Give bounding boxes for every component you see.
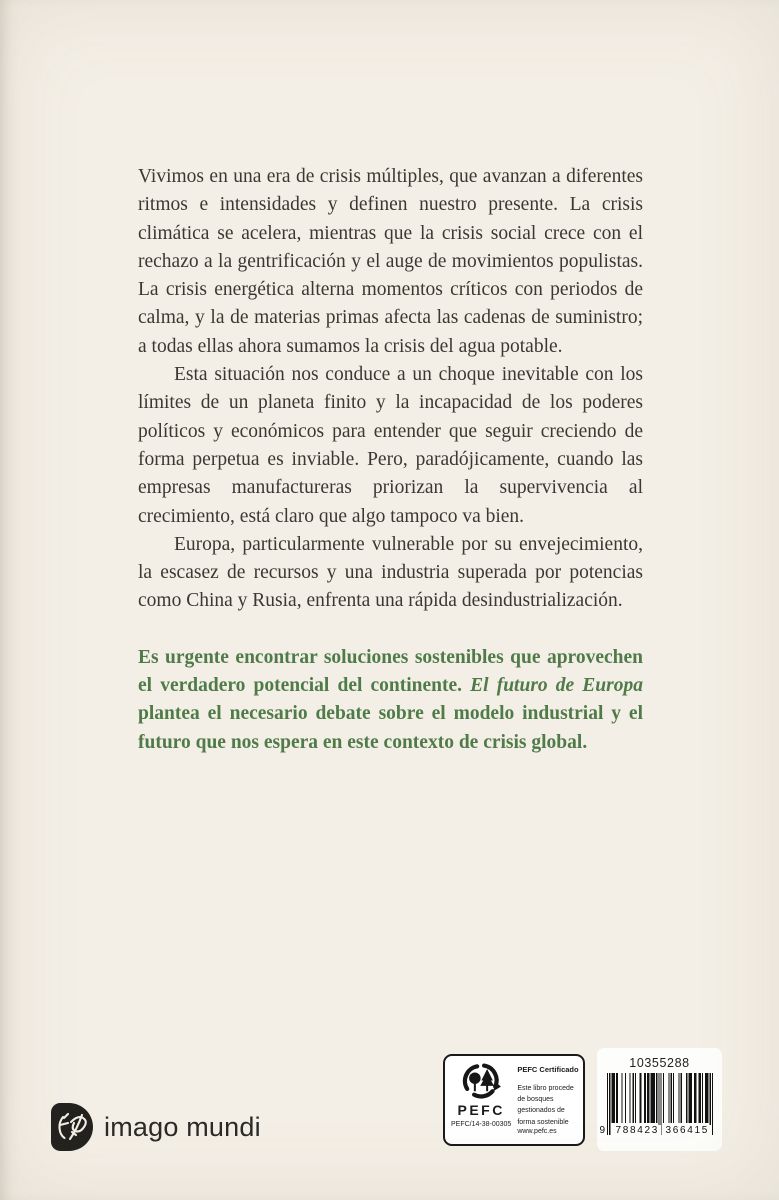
synopsis-text xyxy=(138,163,643,757)
barcode-digits xyxy=(600,1124,725,1136)
pefc-heading: PEFC Certificado xyxy=(517,1065,579,1074)
barcode-sku: 10355288 xyxy=(629,1056,690,1070)
highlight-text-tail: plantea el necesario debate sobre el modelo industrial y el futuro que nos espera en este contexto de crisis global. xyxy=(138,703,643,753)
imago-mundi-mark-icon xyxy=(51,1103,93,1151)
pefc-logo-icon xyxy=(458,1060,504,1101)
imago-mundi-glyph-icon xyxy=(51,1103,93,1151)
barcode-digits-group2: 366415 xyxy=(665,1125,710,1136)
synopsis-paragraph-1: Vivimos en una era de crisis múltiples, que avanzan a diferentes ritmos e intensidades y definen nuestro presente. La crisis climática se acelera, mientras que la crisis social crece con el rechazo a la gentrificación y el auge de movimientos populistas. La crisis energética alterna momentos críticos con periodos de calma, y la de materias primas afecta las cadenas de suministro; a todas ellas ahora sumamos la crisis del agua potable. xyxy=(138,166,643,357)
pefc-description: Este libro procede de bosques gestionados de forma sostenible xyxy=(517,1085,574,1126)
barcode-digits-group1: 788423 xyxy=(615,1125,660,1136)
book-title: El futuro de Europa xyxy=(470,675,643,697)
synopsis-paragraph-3: Europa, particularmente vulnerable por su envejecimiento, la escasez de recursos y una industria superada por potencias como China y Rusia, enfrenta una rápida desindustrialización. xyxy=(138,533,643,612)
barcode-digit-first: 9 xyxy=(599,1125,606,1136)
pefc-cert-code: PEFC/14-38-00305 xyxy=(451,1121,512,1128)
highlight-paragraph xyxy=(138,644,643,757)
synopsis-paragraph-2: Esta situación nos conduce a un choque inevitable con los límites de un planeta finito y la incapacidad de los poderes políticos y económicos para entender que seguir creciendo de forma perpetua es inviable. Pero, paradójicamente, cuando las empresas manufactureras priorizan la supervivencia al crecimiento, está claro que algo tampoco va bien. xyxy=(138,364,643,527)
publisher-logo xyxy=(51,1103,261,1151)
publisher-name: imago mundi xyxy=(104,1111,261,1142)
ean13-barcode xyxy=(599,1073,713,1137)
barcode-label xyxy=(597,1048,722,1151)
pefc-certification-label xyxy=(443,1054,585,1146)
pefc-url: www.pefc.es xyxy=(517,1127,557,1135)
highlight-text-lead: Es urgente encontrar soluciones sostenibles que aprovechen el verdadero potencial del continente. xyxy=(138,646,643,697)
pefc-wordmark: PEFC xyxy=(457,1102,505,1118)
